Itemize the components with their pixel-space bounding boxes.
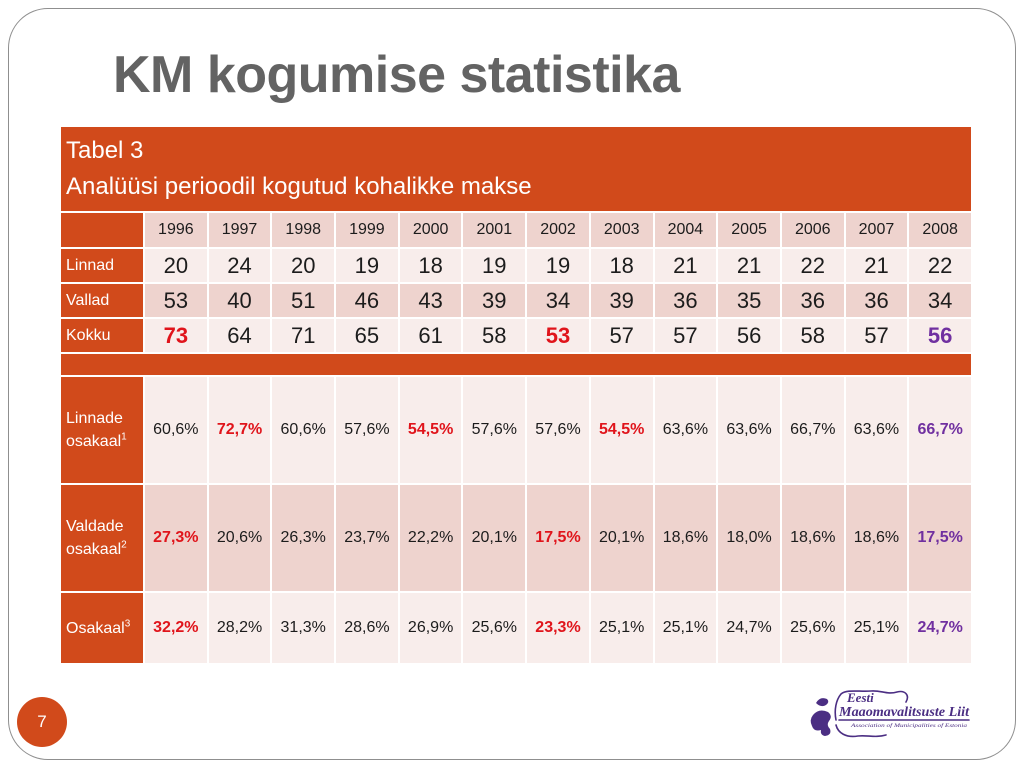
table-cell: 20 <box>145 249 207 282</box>
table-cell: 17,5% <box>909 485 971 591</box>
year-header-cell: 1999 <box>336 213 398 247</box>
year-header-cell: 2008 <box>909 213 971 247</box>
table-cell: 57 <box>655 319 717 352</box>
year-header-cell: 2001 <box>463 213 525 247</box>
saaremaa-island-shape <box>811 711 831 736</box>
row-label-wrap <box>66 617 130 640</box>
table-cell: 31,3% <box>272 593 334 663</box>
table-cell: 23,7% <box>336 485 398 591</box>
table-cell: 22,2% <box>400 485 462 591</box>
footnote-marker: 1 <box>121 431 127 443</box>
table-cell: 39 <box>591 284 653 317</box>
table-caption <box>61 127 971 211</box>
table-cell: 57 <box>846 319 908 352</box>
table-cell: 35 <box>718 284 780 317</box>
row-label-wrap <box>66 515 143 561</box>
year-header-cell: 1996 <box>145 213 207 247</box>
row-label-kokku: Kokku <box>61 319 143 352</box>
logo-text-name: Maaomavalitsuste Liit <box>837 705 971 720</box>
statistics-table <box>61 127 971 663</box>
table-cell: 17,5% <box>527 485 589 591</box>
table-cell: 63,6% <box>846 377 908 483</box>
table-cell: 18,6% <box>846 485 908 591</box>
table-cell: 25,1% <box>846 593 908 663</box>
table-cell: 22 <box>909 249 971 282</box>
table-cell: 63,6% <box>718 377 780 483</box>
table-cell: 20,1% <box>463 485 525 591</box>
table-cell: 18,0% <box>718 485 780 591</box>
table-cell: 71 <box>272 319 334 352</box>
table-cell: 34 <box>909 284 971 317</box>
table-cell: 25,1% <box>591 593 653 663</box>
table-cell: 61 <box>400 319 462 352</box>
row-label-linnad: Linnad <box>61 249 143 282</box>
table-cell: 19 <box>463 249 525 282</box>
hiiumaa-island-shape <box>816 698 828 706</box>
row-label-text: Osakaal <box>66 619 125 637</box>
table-cell: 58 <box>782 319 844 352</box>
table-cell: 23,3% <box>527 593 589 663</box>
table-cell: 27,3% <box>145 485 207 591</box>
slide-title: KM kogumise statistika <box>113 46 680 104</box>
table-cell: 40 <box>209 284 271 317</box>
table-cell: 25,1% <box>655 593 717 663</box>
table-cell: 54,5% <box>400 377 462 483</box>
year-header-cell: 2000 <box>400 213 462 247</box>
table-cell: 64 <box>209 319 271 352</box>
table-cell: 18 <box>591 249 653 282</box>
table-cell: 24,7% <box>909 593 971 663</box>
table-cell: 43 <box>400 284 462 317</box>
year-header-cell: 2002 <box>527 213 589 247</box>
row-label-osakaal <box>61 593 143 663</box>
table-cell: 28,2% <box>209 593 271 663</box>
table-cell: 20,1% <box>591 485 653 591</box>
table-cell: 53 <box>527 319 589 352</box>
footnote-marker: 2 <box>121 539 127 551</box>
table-cell: 46 <box>336 284 398 317</box>
table-cell: 28,6% <box>336 593 398 663</box>
table-cell: 73 <box>145 319 207 352</box>
row-label-wrap <box>66 407 143 453</box>
table-cell: 53 <box>145 284 207 317</box>
table-cell: 36 <box>782 284 844 317</box>
table-cell: 21 <box>655 249 717 282</box>
table-cell: 51 <box>272 284 334 317</box>
year-header-cell: 1997 <box>209 213 271 247</box>
row-label-linnade-osakaal <box>61 377 143 483</box>
row-label-valdade-osakaal <box>61 485 143 591</box>
table-cell: 57 <box>591 319 653 352</box>
table-cell: 60,6% <box>145 377 207 483</box>
table-cell: 56 <box>909 319 971 352</box>
table-cell: 66,7% <box>782 377 844 483</box>
table-cell: 19 <box>527 249 589 282</box>
logo-text-english: Association of Municipalities of Estonia <box>851 723 940 729</box>
table-cell: 65 <box>336 319 398 352</box>
table-cell: 24 <box>209 249 271 282</box>
table-cell: 32,2% <box>145 593 207 663</box>
year-header-cell: 2006 <box>782 213 844 247</box>
table-cell: 39 <box>463 284 525 317</box>
table-cell: 57,6% <box>527 377 589 483</box>
table-cell: 18,6% <box>655 485 717 591</box>
table-cell: 57,6% <box>463 377 525 483</box>
year-header-cell: 2005 <box>718 213 780 247</box>
year-header-cell: 1998 <box>272 213 334 247</box>
table-cell: 19 <box>336 249 398 282</box>
year-header-cell: 2007 <box>846 213 908 247</box>
row-label-text: Linnade osakaal <box>66 410 123 450</box>
table-number: Tabel 3 <box>66 137 144 164</box>
row-label-text: Valdade osakaal <box>66 518 124 558</box>
table-cell: 72,7% <box>209 377 271 483</box>
table-cell: 34 <box>527 284 589 317</box>
table-cell: 36 <box>655 284 717 317</box>
table-cell: 26,9% <box>400 593 462 663</box>
table-title: Analüüsi perioodil kogutud kohalikke makse <box>66 173 532 200</box>
year-header-cell: 2003 <box>591 213 653 247</box>
table-cell: 20,6% <box>209 485 271 591</box>
table-cell: 21 <box>846 249 908 282</box>
table-cell: 57,6% <box>336 377 398 483</box>
table-cell: 21 <box>718 249 780 282</box>
table-cell: 25,6% <box>463 593 525 663</box>
table-cell: 25,6% <box>782 593 844 663</box>
table-cell: 58 <box>463 319 525 352</box>
corner-cell <box>61 213 143 247</box>
table-cell: 26,3% <box>272 485 334 591</box>
page-number-badge <box>17 697 67 747</box>
table-cell: 60,6% <box>272 377 334 483</box>
table-cell: 66,7% <box>909 377 971 483</box>
footnote-marker: 3 <box>124 618 131 630</box>
row-label-vallad: Vallad <box>61 284 143 317</box>
table-cell: 56 <box>718 319 780 352</box>
logo-text-eesti: Eesti <box>847 690 874 705</box>
table-cell: 20 <box>272 249 334 282</box>
page-number: 7 <box>37 712 47 731</box>
table-cell: 63,6% <box>655 377 717 483</box>
table-cell: 54,5% <box>591 377 653 483</box>
table-cell: 18 <box>400 249 462 282</box>
table-separator-band <box>61 354 971 375</box>
table-cell: 18,6% <box>782 485 844 591</box>
association-logo <box>805 680 975 746</box>
table-cell: 36 <box>846 284 908 317</box>
year-header-cell: 2004 <box>655 213 717 247</box>
table-cell: 22 <box>782 249 844 282</box>
table-cell: 24,7% <box>718 593 780 663</box>
